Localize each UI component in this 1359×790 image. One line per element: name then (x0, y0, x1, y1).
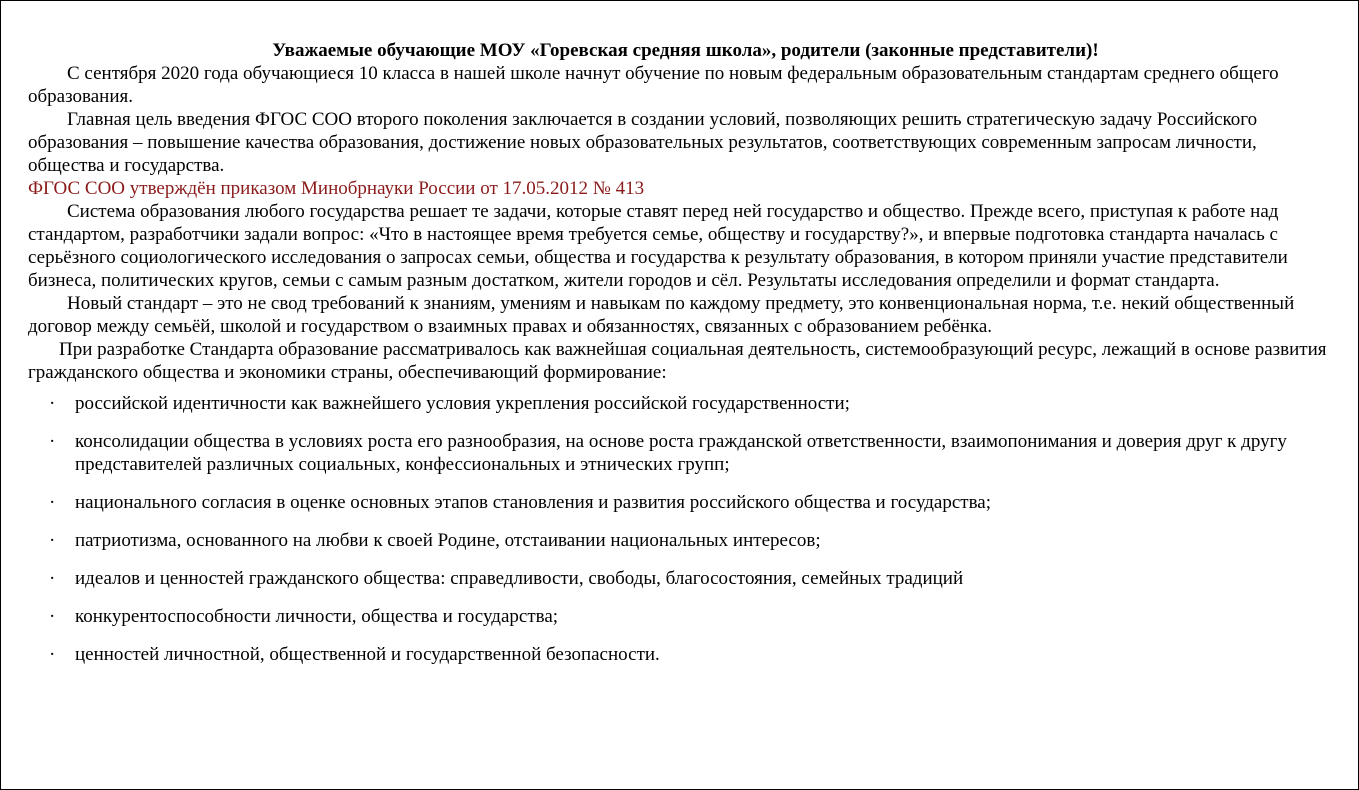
bullet-icon: · (49, 492, 56, 513)
list-item: · конкурентоспособности личности, общества и государства; (49, 606, 559, 627)
paragraph-intro: С сентября 2020 года обучающиеся 10 класса в нашей школе начнут обучение по новым федеральным образовательным стандартам среднего общего образования. (28, 63, 1279, 107)
list-item: · национального согласия в оценке основных этапов становления и развития российского общества и государства; (49, 492, 992, 513)
paragraph-goal: Главная цель введения ФГОС СОО второго поколения заключается в создании условий, позволяющих решить стратегическую задачу Российского образования – повышение качества образования, достижение новых образовательных результатов, соответствующих современным запросам личности, общества и государства. (28, 109, 1258, 176)
list-item: · патриотизма, основанного на любви к своей Родине, отстаивании национальных интересов; (49, 530, 821, 551)
list-item: · российской идентичности как важнейшего условия укрепления российской государственности; (49, 393, 850, 414)
paragraph-education-system: Система образования любого государства решает те задачи, которые ставят перед ней государство и общество. Прежде всего, приступая к работе над стандартом, разработчики задали вопрос: «Что в настоящее время требуется семье, обществу и государству?», и впервые подготовка стандарта началась с серьёзного социологического исследования о запросах семьи, общества и государства к результату образования, в котором приняли участие представители бизнеса, политических кругов, семьи с самым разным достатком, жители городов и сёл. Результаты исследования определили и формат стандарта. (28, 201, 1288, 291)
order-link-line (28, 177, 1333, 200)
bullet-icon: · (49, 393, 56, 414)
bullet-icon: · (49, 530, 56, 551)
bullet-icon: · (49, 606, 56, 627)
list-item: · ценностей личностной, общественной и государственной безопасности. (49, 644, 660, 665)
document-title: Уважаемые обучающие МОУ «Горевская средняя школа», родители (законные представители)! (272, 40, 1099, 61)
list-item: · идеалов и ценностей гражданского общества: справедливости, свободы, благосостояния, семейных традиций (49, 568, 964, 589)
list-item: · консолидации общества в условиях роста его разнообразия, на основе роста гражданской ответственности, взаимопонимания и доверия друг к другу представителей различных социальных, конфессиональных и этнических групп; (49, 431, 1287, 475)
bullet-icon: · (49, 644, 56, 665)
bullet-icon: · (49, 431, 56, 452)
formation-list (28, 392, 1333, 666)
document-body (28, 39, 1333, 681)
paragraph-development: При разработке Стандарта образование рассматривалось как важнейшая социальная деятельность, системообразующий ресурс, лежащий в основе развития гражданского общества и экономики страны, обеспечивающий формирование: (28, 339, 1327, 383)
bullet-icon: · (49, 568, 56, 589)
order-link[interactable]: ФГОС СОО утверждён приказом Минобрнауки России от 17.05.2012 № 413 (28, 178, 645, 199)
paragraph-new-standard: Новый стандарт – это не свод требований к знаниям, умениям и навыкам по каждому предмету, это конвенциональная норма, т.е. некий общественный договор между семьёй, школой и государством о взаимных правах и обязанностях, связанных с образованием ребёнка. (28, 293, 1295, 337)
